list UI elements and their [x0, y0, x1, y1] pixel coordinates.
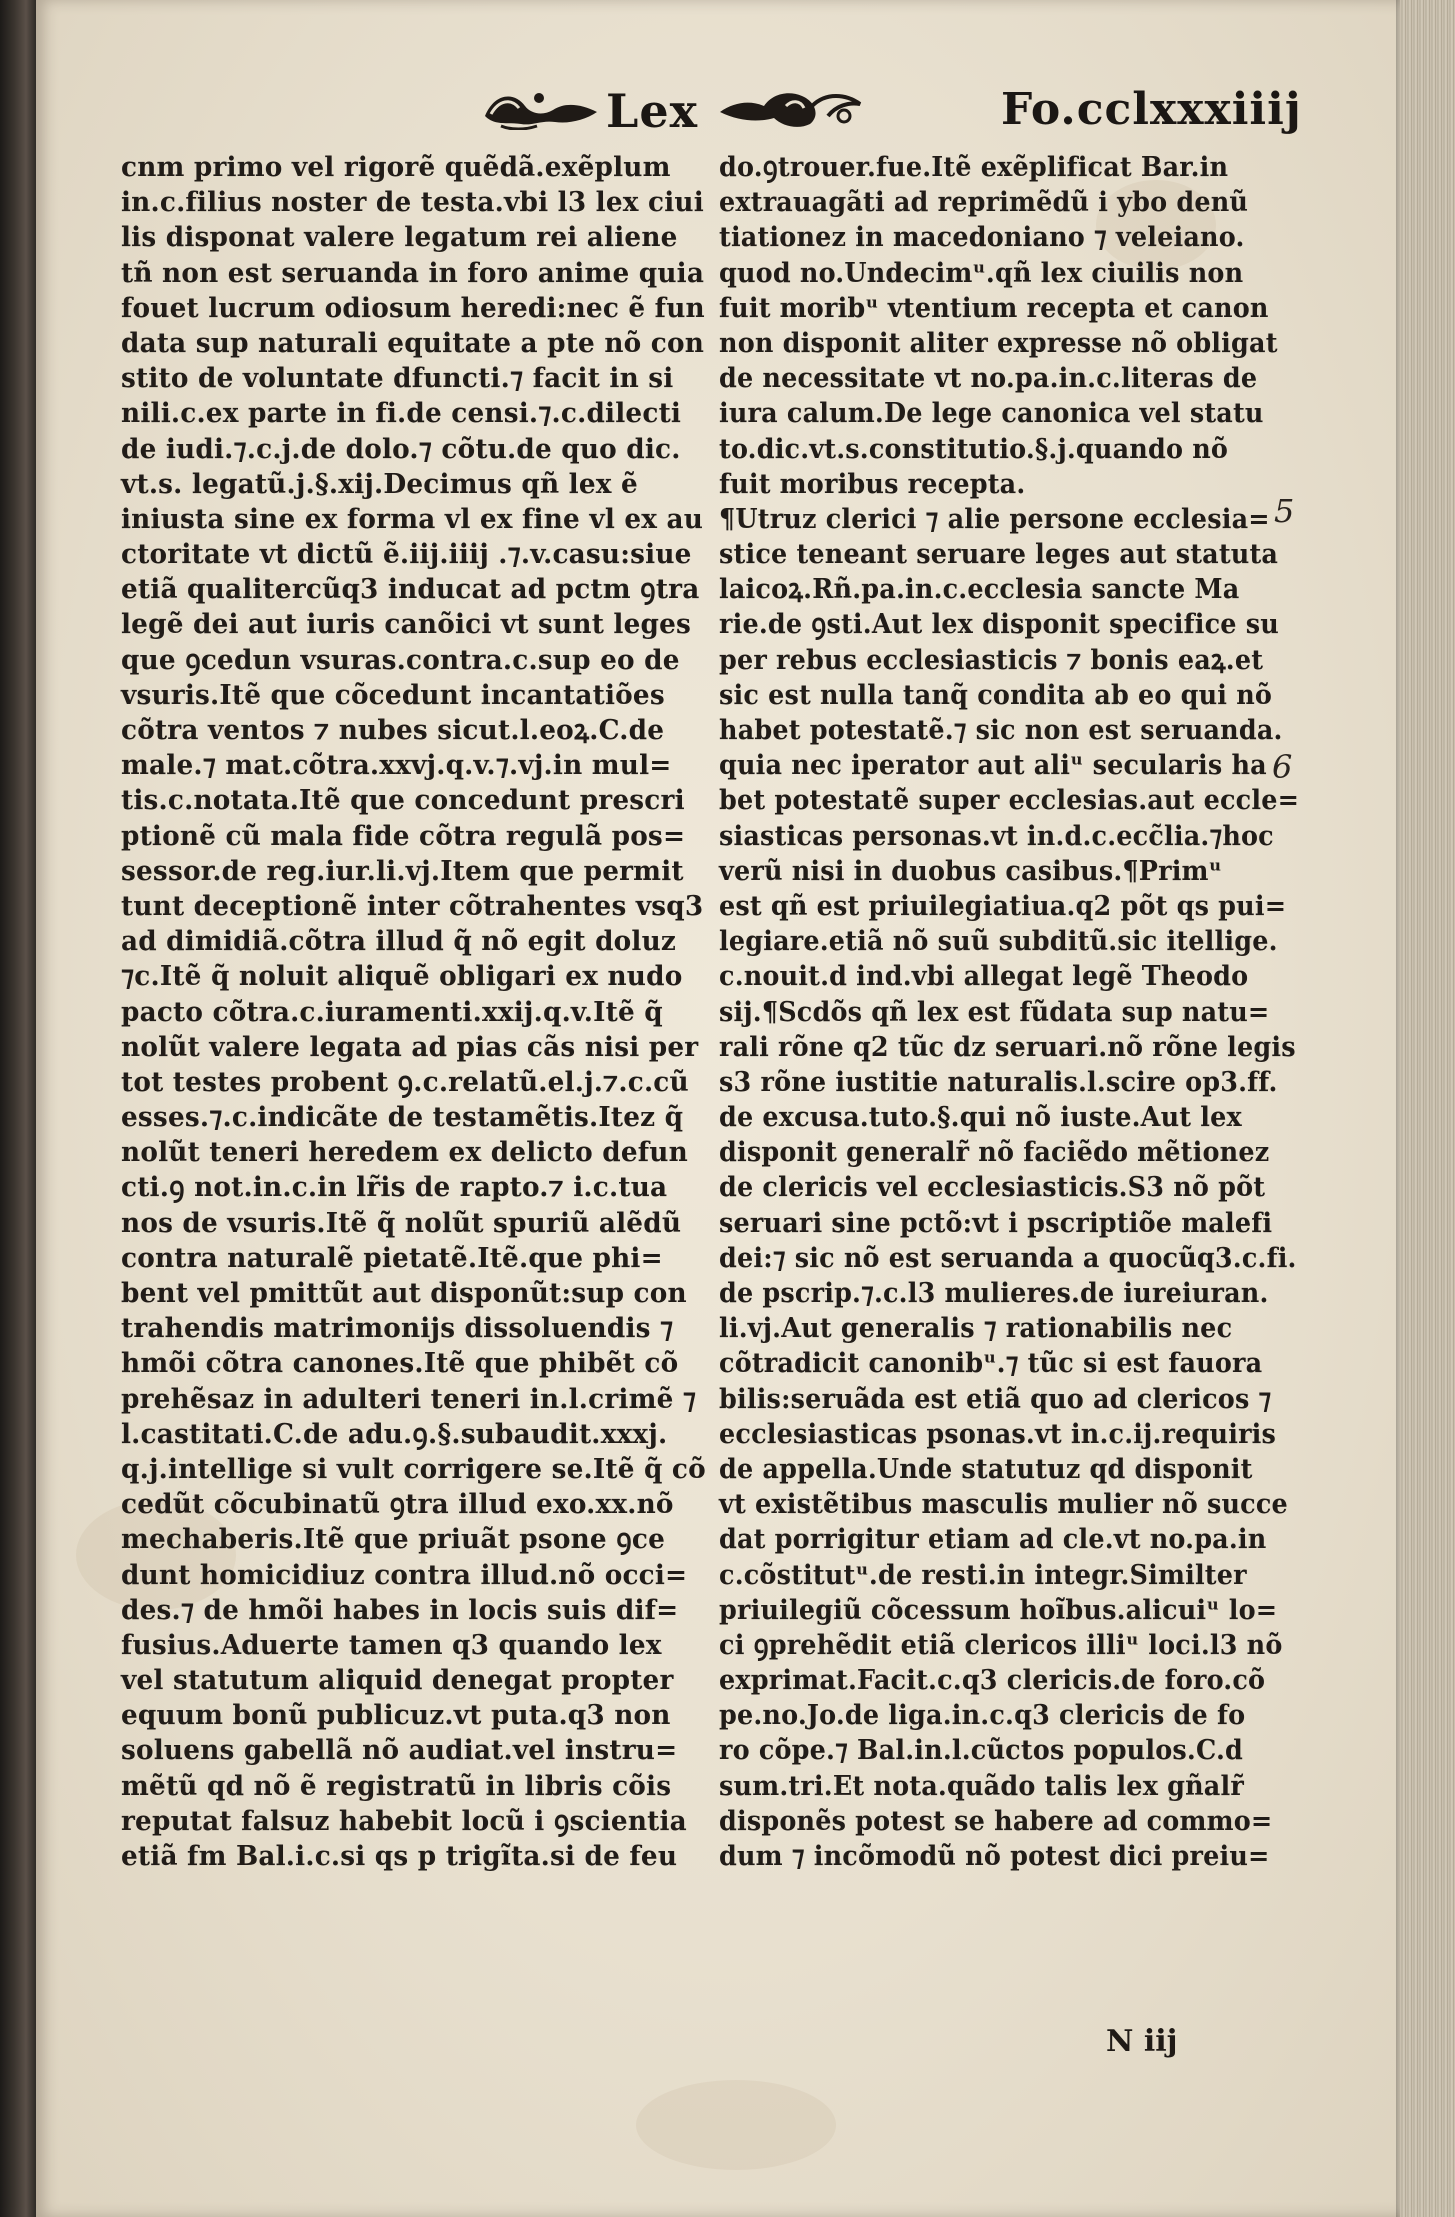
- text-line: bet potestatẽ super ecclesias.aut eccle=: [719, 784, 1300, 817]
- text-line: mẽtũ qd nõ ẽ registratũ in libris cõis: [121, 1769, 672, 1802]
- text-line: exprimat.Facit.c.q3 clericis.de foro.cõ: [719, 1664, 1266, 1697]
- text-line: de clericis vel ecclesiasticis.S3 nõ põt: [719, 1171, 1266, 1204]
- text-line: tunt deceptionẽ inter cõtrahentes vsq3: [121, 889, 704, 922]
- text-line: contra naturalẽ pietatẽ.Itẽ.que phi=: [121, 1241, 663, 1274]
- text-line: ptionẽ cũ mala fide cõtra regulã pos=: [121, 819, 686, 852]
- text-line: ctoritate vt dictũ ẽ.iij.iiij .⁊.v.casu:siue: [121, 538, 692, 571]
- text-line: data sup naturali equitate a pte nõ con: [121, 326, 705, 359]
- foxing-stain: [636, 2080, 836, 2170]
- page-block-edge: [1400, 0, 1455, 2217]
- text-line: vel statutum aliquid denegat propter: [121, 1664, 674, 1697]
- text-line: legẽ dei aut iuris canõici vt sunt leges: [121, 608, 692, 641]
- text-line: que ꝯcedun vsuras.contra.c.sup eo de: [121, 643, 680, 676]
- text-line: vsuris.Itẽ que cõcedunt incantatiões: [121, 678, 665, 711]
- text-line: stice teneant seruare leges aut statuta: [719, 538, 1279, 571]
- text-line: l.castitati.C.de adu.ꝯ.§.subaudit.xxxj.: [121, 1417, 668, 1450]
- text-line: legiare.etiã nõ suũ subditũ.sic itellige.: [719, 925, 1278, 958]
- text-line: habet potestatẽ.⁊ sic non est seruanda.: [719, 714, 1283, 746]
- text-line: tot testes probent ꝯ.c.relatũ.el.j.⁊.c.cũ: [121, 1065, 689, 1098]
- text-line: pe.no.Jo.de liga.in.c.q3 clericis de fo: [719, 1699, 1246, 1732]
- text-line: de pscrip.⁊.c.l3 mulieres.de iureiuran.: [719, 1277, 1269, 1309]
- text-line: extrauagãti ad reprimẽdũ i ybo denũ: [719, 186, 1249, 219]
- text-line: dunt homicidiuz contra illud.nõ occi=: [121, 1558, 688, 1591]
- text-line: cõtradicit canonibᵘ.⁊ tũc si est fauora: [719, 1347, 1263, 1380]
- running-title: Lex: [606, 84, 699, 138]
- text-line: nos de vsuris.Itẽ q̃ nolũt spuriũ alẽdũ: [121, 1206, 682, 1239]
- text-line: per rebus ecclesiasticis ⁊ bonis eaꝝ.et: [719, 643, 1264, 676]
- text-line: de appella.Unde statutuz qd disponit: [719, 1452, 1253, 1485]
- marginal-number: 6: [1272, 748, 1293, 786]
- text-line: cnm primo vel rigorẽ quẽdã.exẽplum: [121, 151, 671, 183]
- text-line: ecclesiasticas psonas.vt in.c.ij.requiris: [719, 1417, 1277, 1450]
- running-head: [36, 78, 1402, 148]
- text-line: iura calum.De lege canonica vel statu: [719, 397, 1264, 430]
- text-line: nolũt teneri heredem ex delicto defun: [121, 1136, 688, 1169]
- text-line: hmõi cõtra canones.Itẽ que phibẽt cõ: [121, 1347, 679, 1380]
- text-line: fuit moribus recepta.: [719, 467, 1026, 500]
- marginal-number: 5: [1274, 492, 1295, 530]
- text-line: fouet lucrum odiosum heredi:nec ẽ fun: [121, 291, 705, 324]
- text-line: dat porrigitur etiam ad cle.vt no.pa.in: [719, 1523, 1267, 1556]
- text-line: etiã qualitercũq3 inducat ad pctm ꝯtra: [121, 573, 700, 606]
- text-line: quod no.Undecimᵘ.qñ lex ciuilis non: [719, 256, 1244, 289]
- text-line: verũ nisi in duobus casibus.¶Primᵘ: [719, 854, 1223, 887]
- book-page: [36, 0, 1402, 2217]
- signature-mark: N iij: [1106, 2024, 1178, 2059]
- text-line: dum ⁊ incõmodũ nõ potest dici preiu=: [719, 1840, 1270, 1872]
- text-line: sum.tri.Et nota.quãdo talis lex gñalr̃: [719, 1769, 1244, 1802]
- folio-number: Fo.cclxxxiiij: [1001, 84, 1302, 135]
- left-text-column: [121, 150, 730, 1874]
- text-line: in.c.filius noster de testa.vbi l3 lex ciui: [121, 186, 704, 219]
- text-line: nolũt valere legata ad pias cãs nisi per: [121, 1030, 699, 1063]
- text-line: quia nec iperator aut aliᵘ secularis ha: [719, 749, 1267, 782]
- text-line: bent vel pmittũt aut disponũt:sup con: [121, 1277, 687, 1309]
- text-line: to.dic.vt.s.constitutio.§.j.quando nõ: [719, 432, 1229, 465]
- text-line: tñ non est seruanda in foro anime quia: [121, 256, 705, 289]
- text-line: est qñ est priuilegiatiua.q2 põt qs pui=: [719, 889, 1287, 922]
- text-line: seruari sine pctõ:vt i pscriptiõe malefi: [719, 1206, 1273, 1239]
- text-line: sij.¶Scdõs qñ lex est fũdata sup natu=: [719, 995, 1270, 1028]
- text-line: reputat falsuz habebit locũ i ꝯscientia: [121, 1804, 687, 1837]
- text-line: disponit generalr̃ nõ faciẽdo mẽtionez: [719, 1136, 1270, 1169]
- text-line: cedũt cõcubinatũ ꝯtra illud exo.xx.nõ: [121, 1488, 674, 1521]
- text-line: laicoꝝ.Rñ.pa.in.c.ecclesia sancte Ma: [719, 573, 1240, 606]
- text-line: c.cõstitutᵘ.de resti.in integr.Similter: [719, 1558, 1247, 1591]
- right-text-column: [719, 150, 1343, 1874]
- text-line: bilis:seruãda est etiã quo ad clericos ⁊: [719, 1382, 1272, 1415]
- text-line: tiationez in macedoniano ⁊ veleiano.: [719, 221, 1245, 254]
- text-line: li.vj.Aut generalis ⁊ rationabilis nec: [719, 1312, 1233, 1345]
- text-line: lis disponat valere legatum rei aliene: [121, 221, 678, 254]
- text-line: cti.ꝯ not.in.c.in lr̃is de rapto.⁊ i.c.tua: [121, 1171, 668, 1204]
- text-line: ci ꝯprehẽdit etiã clericos illiᵘ loci.l3 nõ: [719, 1628, 1283, 1661]
- text-line: etiã fm Bal.i.c.si qs p trigĩta.si de feu: [121, 1840, 678, 1872]
- text-line: soluens gabellã nõ audiat.vel instru=: [121, 1734, 678, 1767]
- text-line: de necessitate vt no.pa.in.c.literas de: [719, 362, 1258, 395]
- text-line: priuilegiũ cõcessum hoĩbus.alicuiᵘ lo=: [719, 1593, 1278, 1626]
- text-line: sic est nulla tanq̃ condita ab eo qui nõ: [719, 678, 1273, 711]
- text-line: ro cõpe.⁊ Bal.in.l.cũctos populos.C.d: [719, 1734, 1244, 1767]
- text-line: tis.c.notata.Itẽ que concedunt prescri: [121, 784, 685, 817]
- text-line: pacto cõtra.c.iuramenti.xxij.q.v.Itẽ q̃: [121, 995, 663, 1028]
- text-line: mechaberis.Itẽ que priuãt psone ꝯce: [121, 1523, 666, 1556]
- text-line: dei:⁊ sic nõ est seruanda a quocũq3.c.fi.: [719, 1241, 1297, 1274]
- text-line: esses.⁊.c.indicãte de testamẽtis.Itez q̃: [121, 1101, 684, 1134]
- text-line: sessor.de reg.iur.li.vj.Item que permit: [121, 854, 684, 887]
- fleuron-ornament-right: [716, 86, 866, 130]
- text-line: male.⁊ mat.cõtra.xxvj.q.v.⁊.vj.in mul=: [121, 749, 672, 782]
- text-line: s3 rõne iustitie naturalis.l.scire op3.ff.: [719, 1065, 1278, 1098]
- text-line: equum bonũ publicuz.vt puta.q3 non: [121, 1699, 671, 1732]
- text-line: vt.s. legatũ.j.§.xij.Decimus qñ lex ẽ: [121, 467, 638, 500]
- text-line: non disponit aliter expresse nõ obligat: [719, 326, 1278, 359]
- text-line: de iudi.⁊.c.j.de dolo.⁊ cõtu.de quo dic.: [121, 432, 681, 465]
- fleuron-ornament-left: [481, 86, 601, 130]
- text-line: rali rõne q2 tũc dz seruari.nõ rõne legis: [719, 1030, 1296, 1063]
- text-line: q.j.intellige si vult corrigere se.Itẽ q̃ cõ: [121, 1452, 706, 1485]
- text-line: ¶Utruz clerici ⁊ alie persone ecclesia=: [719, 502, 1270, 535]
- text-line: rie.de ꝯsti.Aut lex disponit specifice su: [719, 608, 1279, 641]
- text-line: disponẽs potest se habere ad commo=: [719, 1804, 1273, 1837]
- text-line: nili.c.ex parte in fi.de censi.⁊.c.dilecti: [121, 397, 682, 430]
- text-line: vt existẽtibus masculis mulier nõ succe: [719, 1488, 1288, 1521]
- text-line: des.⁊ de hmõi habes in locis suis dif=: [121, 1593, 679, 1626]
- text-line: de excusa.tuto.§.qui nõ iuste.Aut lex: [719, 1101, 1242, 1134]
- text-line: trahendis matrimonijs dissoluendis ⁊: [121, 1312, 674, 1345]
- text-line: fuit moribᵘ vtentium recepta et canon: [719, 291, 1269, 324]
- text-line: c.nouit.d ind.vbi allegat legẽ Theodo: [719, 960, 1249, 993]
- text-line: do.ꝯtrouer.fue.Itẽ exẽplificat Bar.in: [719, 151, 1229, 183]
- text-line: stito de voluntate dfuncti.⁊ facit in si: [121, 362, 674, 395]
- text-line: fusius.Aduerte tamen q3 quando lex: [121, 1628, 662, 1661]
- text-line: prehẽsaz in adulteri teneri in.l.crimẽ ⁊: [121, 1382, 697, 1415]
- text-line: cõtra ventos ⁊ nubes sicut.l.eoꝝ.C.de: [121, 714, 665, 746]
- text-line: iniusta sine ex forma vl ex fine vl ex au: [121, 502, 704, 535]
- text-line: ad dimidiã.cõtra illud q̃ nõ egit doluz: [121, 925, 677, 958]
- text-line: siasticas personas.vt in.d.c.ecc̃lia.⁊hoc: [719, 819, 1274, 852]
- text-line: ⁊c.Itẽ q̃ noluit aliquẽ obligari ex nudo: [121, 960, 683, 993]
